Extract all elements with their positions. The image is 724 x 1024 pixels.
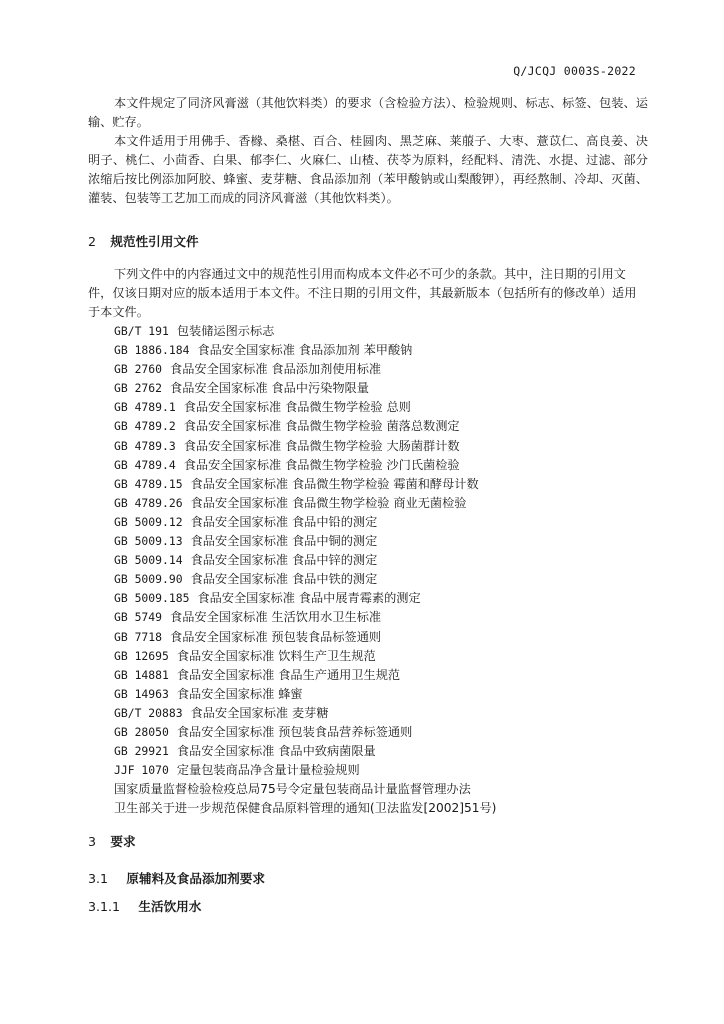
reference-code: GB 28050 [114, 724, 169, 739]
reference-item [114, 322, 496, 341]
reference-list [114, 322, 496, 818]
reference-code: GB 14881 [114, 667, 169, 682]
reference-title: 食品安全国家标准 生活饮用水卫生标准 [170, 610, 382, 625]
subsection-heading [88, 868, 265, 887]
subsection-number: 3.1 [88, 871, 109, 886]
reference-title: 食品安全国家标准 食品添加剂 苯甲酸钠 [197, 343, 413, 358]
references-intro [88, 265, 648, 322]
reference-title: 食品安全国家标准 食品中铜的测定 [190, 534, 378, 549]
reference-title: 食品安全国家标准 食品微生物学检验 总则 [183, 400, 411, 415]
reference-title: 食品安全国家标准 食品中展青霉素的测定 [197, 591, 421, 606]
reference-title: 食品安全国家标准 麦芽糖 [190, 705, 329, 720]
section-heading-references [88, 231, 199, 250]
reference-code: GB 5009.13 [114, 534, 183, 549]
reference-code: GB 5009.90 [114, 572, 183, 587]
reference-item [114, 379, 496, 398]
reference-item [114, 494, 496, 513]
reference-title: 食品安全国家标准 饮料生产卫生规范 [176, 648, 376, 663]
reference-title: 食品安全国家标准 食品微生物学检验 商业无菌检验 [190, 495, 467, 510]
reference-item [114, 647, 496, 666]
reference-code: GB 4789.2 [114, 419, 176, 434]
reference-title: 食品安全国家标准 食品中锌的测定 [190, 553, 378, 568]
reference-title: 食品安全国家标准 食品添加剂使用标准 [170, 362, 382, 377]
scope-paragraph: 本文件规定了同济风膏滋（其他饮料类）的要求（含检验方法）、检验规则、标志、标签、包装、运输、贮存。 [88, 96, 648, 129]
reference-title: 食品安全国家标准 预包装食品营养标签通则 [176, 724, 413, 739]
reference-code: GB 5009.185 [114, 591, 190, 606]
reference-item [114, 704, 496, 723]
reference-code: GB 5009.12 [114, 514, 183, 529]
reference-code: GB 5749 [114, 610, 163, 625]
section-title: 要求 [110, 834, 136, 849]
reference-code: GB 2762 [114, 381, 163, 396]
reference-code: GB 4789.15 [114, 476, 183, 491]
references-intro-text: 下列文件中的内容通过文中的规范性引用而构成本文件必不可少的条款。其中，注日期的引用文件，仅该日期对应的版本适用于本文件。不注日期的引用文件，其最新版本（包括所有的修改单）适用于本文件。 [88, 267, 637, 319]
reference-title: 包装储运图示标志 [176, 324, 275, 338]
reference-code: GB 7718 [114, 629, 163, 644]
subsection-title: 原辅料及食品添加剂要求 [126, 871, 265, 886]
reference-item [114, 761, 496, 780]
reference-title: 国家质量监督检验检疫总局75号令定量包装商品计量监督管理办法 [114, 782, 471, 797]
reference-code: GB 12695 [114, 648, 169, 663]
reference-title: 食品安全国家标准 食品中致病菌限量 [176, 744, 376, 759]
reference-item [114, 513, 496, 532]
reference-item [114, 723, 496, 742]
reference-code: GB 4789.1 [114, 400, 176, 415]
reference-title: 食品安全国家标准 食品微生物学检验 沙门氏菌检验 [183, 457, 460, 472]
reference-item [114, 417, 496, 436]
reference-code: GB 1886.184 [114, 343, 190, 358]
reference-item [114, 685, 496, 704]
reference-title: 定量包装商品净含量计量检验规则 [176, 763, 360, 778]
reference-title: 食品安全国家标准 蜂蜜 [176, 686, 303, 701]
reference-item [114, 341, 496, 360]
reference-title: 食品安全国家标准 食品微生物学检验 大肠菌群计数 [183, 438, 460, 453]
reference-code: GB/T 191 [114, 324, 169, 338]
reference-item [114, 532, 496, 551]
reference-title: 食品安全国家标准 食品生产通用卫生规范 [176, 667, 401, 682]
scope-section [88, 94, 648, 208]
reference-code: GB 4789.3 [114, 438, 176, 453]
reference-code: GB 2760 [114, 362, 163, 377]
reference-item [114, 666, 496, 685]
reference-title: 食品安全国家标准 食品中铅的测定 [190, 514, 378, 529]
reference-title: 食品安全国家标准 预包装食品标签通则 [170, 629, 382, 644]
section-number: 2 [88, 234, 97, 249]
reference-code: JJF 1070 [114, 763, 169, 778]
reference-item [114, 398, 496, 417]
reference-item [114, 437, 496, 456]
subsubsection-title: 生活饮用水 [138, 899, 202, 914]
section-heading-requirements [88, 831, 136, 850]
reference-code: GB/T 20883 [114, 705, 183, 720]
reference-item [114, 456, 496, 475]
section-number: 3 [88, 834, 97, 849]
reference-item [114, 628, 496, 647]
reference-title: 卫生部关于进一步规范保健食品原料管理的通知(卫法监发[2002]51号) [114, 801, 497, 816]
document-code: Q/JCQJ 0003S-2022 [513, 64, 636, 78]
reference-item [114, 799, 496, 818]
reference-title: 食品安全国家标准 食品中污染物限量 [170, 381, 369, 396]
reference-title: 食品安全国家标准 食品微生物学检验 菌落总数测定 [183, 419, 460, 434]
reference-item [114, 360, 496, 379]
reference-title: 食品安全国家标准 食品中铁的测定 [190, 572, 378, 587]
reference-code: GB 4789.26 [114, 495, 183, 510]
reference-item [114, 551, 496, 570]
reference-item [114, 742, 496, 761]
reference-title: 食品安全国家标准 食品微生物学检验 霉菌和酵母计数 [190, 476, 479, 491]
reference-code: GB 4789.4 [114, 457, 176, 472]
scope-paragraph: 本文件适用于用佛手、香橼、桑椹、百合、桂圆肉、黑芝麻、莱菔子、大枣、薏苡仁、高良姜、决明子、桃仁、小茴香、白果、郁李仁、火麻仁、山楂、茯苓为原料，经配料、清洗、水提、过滤、部分浓缩后按比例添加阿胶、蜂蜜、麦芽糖、食品添加剂（苯甲酸钠或山梨酸钾），再经熬制、冷却、灭菌、灌装、包装等工艺加工而成的同济风膏滋（其他饮料类）。 [88, 134, 648, 205]
reference-item [114, 589, 496, 608]
reference-code: GB 14963 [114, 686, 169, 701]
reference-item [114, 475, 496, 494]
reference-item [114, 780, 496, 799]
section-title: 规范性引用文件 [110, 234, 199, 249]
reference-code: GB 29921 [114, 744, 169, 759]
subsubsection-number: 3.1.1 [88, 899, 121, 914]
reference-item [114, 608, 496, 627]
subsubsection-heading [88, 896, 201, 915]
reference-code: GB 5009.14 [114, 553, 183, 568]
reference-item [114, 570, 496, 589]
